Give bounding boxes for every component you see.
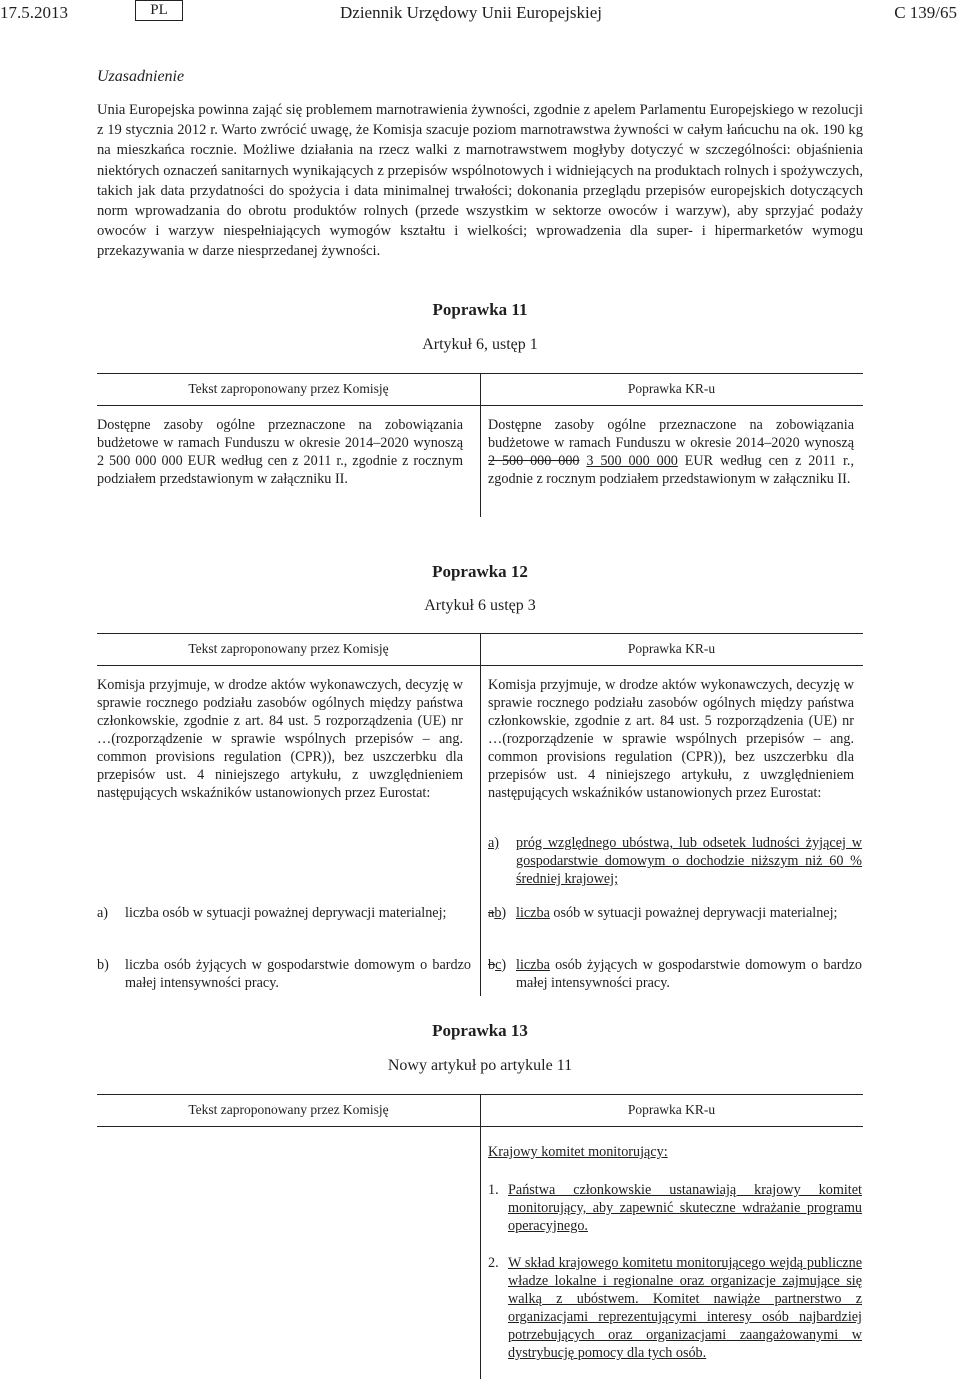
column-header-commission: Tekst zaproponowany przez Komisję	[188, 381, 389, 396]
point-label: a)	[97, 905, 109, 921]
amendment-11-title: Poprawka 11	[432, 300, 528, 319]
amendment-12-cor-intro: Komisja przyjmuje, w drodze aktów wykonawczych, decyzję w sprawie rocznego podziału zasobów ogólnych między państwa członkowskie, zgodnie z art. 84 ust. 5 rozporządzenia (UE) nr …(rozporządzenie w sprawie wspólnych przepisów – ang. common provisions regulation (CPR)), bez uszczerbku dla przepisów ust. 4 niniejszego artykułu, z uwzględnieniem następujących wskaźników ustanowionych przez Eurostat:	[488, 677, 854, 801]
item-label: 2.	[488, 1255, 499, 1271]
amendment-11-cor-text	[488, 416, 854, 488]
point-text: liczba osób w sytuacji poważnej deprywacji materialnej;	[516, 905, 838, 921]
unchanged-text: EUR według cen z 2011 r., zgodnie z rocznym podziałem przedstawionym w załączniku II.	[488, 453, 855, 487]
point-text: liczba osób żyjących w gospodarstwie domowym o bardzo małej intensywności pracy.	[516, 957, 862, 991]
language-badge: PL	[135, 0, 183, 21]
amendment-13-title: Poprawka 13	[432, 1021, 528, 1040]
page-number: C 139/65	[894, 3, 957, 22]
justification-title: Uzasadnienie	[97, 68, 185, 85]
amendment-13-heading: Krajowy komitet monitorujący:	[488, 1144, 668, 1160]
amendment-12-title: Poprawka 12	[432, 562, 528, 581]
amendment-11-article: Artykuł 6, ustęp 1	[422, 336, 538, 353]
point-text: próg względnego ubóstwa, lub odsetek ludności żyjącej w gospodarstwie domowym o dochodzie niższym niż 60 % średniej krajowej;	[516, 835, 862, 887]
point-label: ab)	[488, 905, 507, 921]
column-header-cor: Poprawka KR-u	[627, 381, 716, 396]
amendment-12-commission-intro: Komisja przyjmuje, w drodze aktów wykonawczych, decyzję w sprawie rocznego podziału zasobów ogólnych między państwa członkowskie, zgodnie z art. 84 ust. 5 rozporządzenia (UE) nr …(rozporządzenie w sprawie wspólnych przepisów – ang. common provisions regulation (CPR)), bez uszczerbku dla przepisów ust. 4 niniejszego artykułu, z uwzględnieniem następujących wskaźników ustanowionych przez Eurostat:	[97, 677, 463, 801]
column-header-commission: Tekst zaproponowany przez Komisję	[188, 641, 389, 656]
item-text: Państwa członkowskie ustanawiają krajowy komitet monitorujący, aby zapewnić skuteczne wdrażanie programu operacyjnego.	[508, 1182, 862, 1234]
column-header-cor: Poprawka KR-u	[627, 641, 716, 656]
journal-header	[0, 0, 960, 26]
amendment-13-article: Nowy artykuł po artykule 11	[387, 1057, 573, 1074]
point-label: bc)	[488, 957, 507, 973]
deleted-text: 2 500 000 000	[488, 453, 580, 469]
amendment-11-commission-text: Dostępne zasoby ogólne przeznaczone na zobowiązania budżetowe w ramach Funduszu w okresie 2014–2020 wynoszą 2 500 000 000 EUR według cen z 2011 r., zgodnie z rocznym podziałem przedstawionym w załączniku II.	[97, 417, 463, 487]
column-divider	[480, 633, 481, 996]
journal-title: Dziennik Urzędowy Unii Europejskiej	[340, 3, 603, 22]
unchanged-text: Dostępne zasoby ogólne przeznaczone na zobowiązania budżetowe w ramach Funduszu w okresie 2014–2020 wynoszą	[488, 417, 854, 451]
column-header-commission: Tekst zaproponowany przez Komisję	[188, 1102, 389, 1117]
publication-date: 17.5.2013	[0, 3, 68, 22]
column-divider	[480, 1094, 481, 1379]
table-header-rule	[97, 1126, 863, 1127]
added-text: 3 500 000 000	[586, 453, 678, 469]
point-label: b)	[97, 957, 109, 973]
item-text: W skład krajowego komitetu monitorującego wejdą publiczne władze lokalne i regionalne oraz organizacje zajmujące się walką z ubóstwem. Komitet nawiąże partnerstwo z organizacjami reprezentującymi interesy osób najbardziej potrzebujących oraz organizacjami zaangażowanymi w dystrybucję pomocy dla tych osób.	[508, 1255, 862, 1361]
point-label: a)	[488, 835, 500, 851]
justification-text: Unia Europejska powinna zająć się problemem marnotrawienia żywności, zgodnie z apelem Parlamentu Europejskiego w rezolucji z 19 stycznia 2012 r. Warto zwrócić uwagę, że Komisja szacuje poziom marnotrawstwa żywności w całym łańcuchu na ok. 190 kg na mieszkańca rocznie. Możliwe działania na rzecz walki z marnotrawstwem mogłyby dotyczyć w szczególności: objaśnienia niektórych oznaczeń sanitarnych wynikających z przepisów wspólnotowych i widniejących na produktach rolnych i spożywczych, takich jak data przydatności do spożycia i data minimalnej trwałości; dokonania przeglądu przepisów europejskich dotyczących norm wprowadzania do obrotu produktów rolnych (przede wszystkim w sektorze owoców i warzyw), aby sprzyjać podaży owoców i warzyw niespełniających wymogów kształtu i wielkości; wprowadzenia dla super- i hipermarketów wymogu przekazywania w darze niesprzedanej żywności.	[97, 102, 863, 260]
column-header-cor: Poprawka KR-u	[627, 1102, 716, 1117]
table-header-rule	[97, 665, 863, 666]
point-text: liczba osób żyjących w gospodarstwie domowym o bardzo małej intensywności pracy.	[125, 957, 471, 991]
item-label: 1.	[488, 1182, 499, 1198]
table-header-rule	[97, 405, 863, 406]
point-text: liczba osób w sytuacji poważnej deprywacji materialnej;	[125, 905, 447, 921]
amendment-12-article: Artykuł 6 ustęp 3	[424, 597, 536, 614]
